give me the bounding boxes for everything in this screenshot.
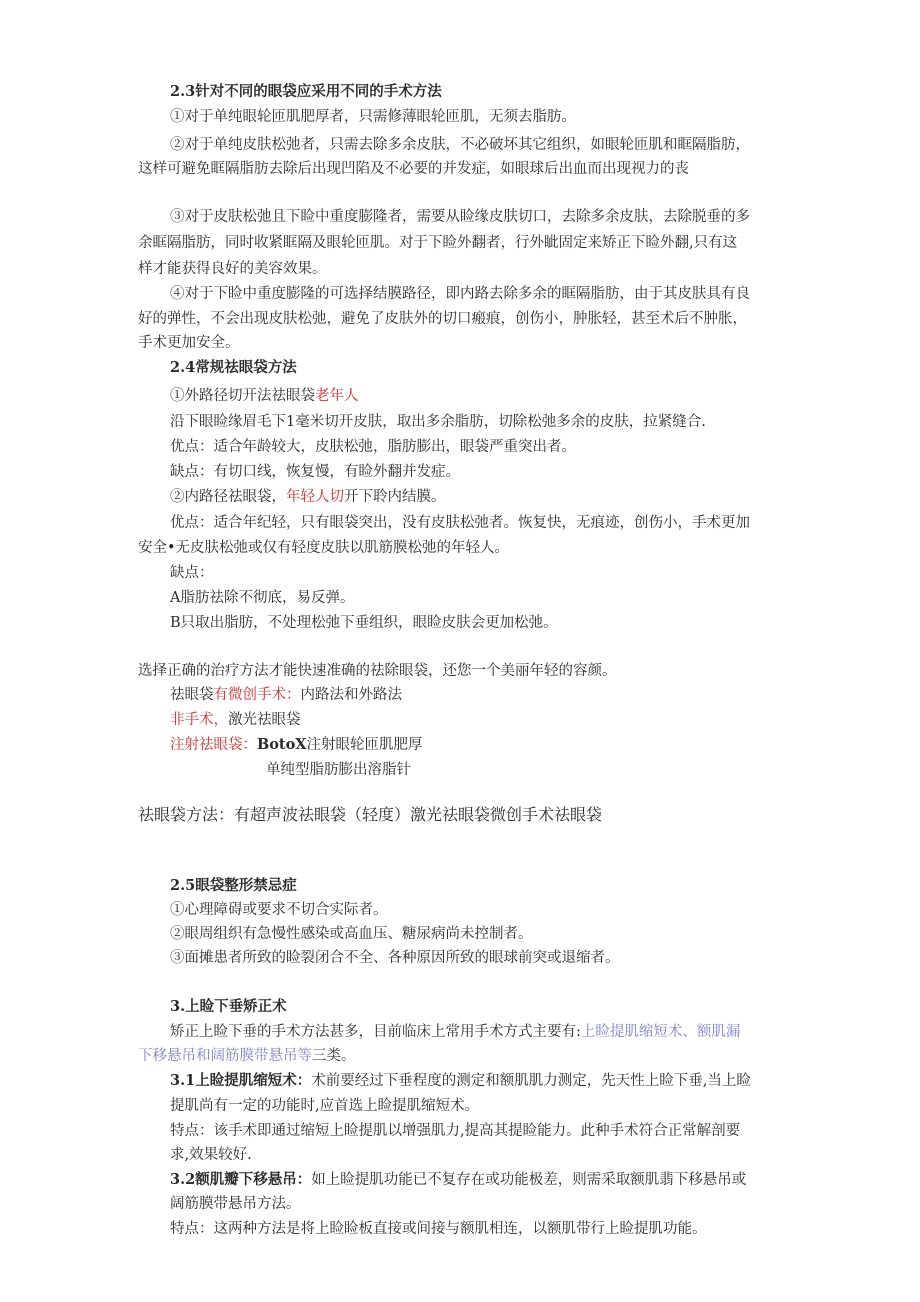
method-1-title-line (170, 386, 359, 406)
paragraph-line: 好的弹性，不会出现皮肤松弛，避免了皮肤外的切口瘢痕，创伤小，肿胀轻，甚至术后不肿胀， (138, 311, 747, 327)
section-3-1-feature-cont: 求,效果较好. (170, 1147, 252, 1163)
option-label-red: 非手术， (170, 712, 228, 728)
section-3-2-cont: 阔筋膜带悬吊方法。 (170, 1196, 301, 1212)
option-label-red: 有微创手术： (213, 687, 301, 703)
paragraph-line: ①对于单纯眼轮匝肌肥厚者，只需修薄眼轮匝肌，无须去脂肪。 (170, 109, 576, 125)
option-detail: 注射眼轮匝肌肥厚 (306, 737, 423, 753)
option-botox: BotoX (257, 736, 307, 753)
option-non-surgical (170, 710, 301, 730)
intro-methods-highlight: 上睑提肌缩短术、额肌漏 (580, 1024, 741, 1040)
method-1-note: 老年人 (315, 388, 359, 404)
method-2-title-line (170, 487, 446, 507)
section-3-2 (170, 1170, 746, 1190)
method-1-description: 沿下眼睑缘眉毛下1毫米切开皮肤，取出多余脂肪，切除松弛多余的皮肤，拉紧缝合. (170, 414, 706, 430)
methods-summary: 祛眼袋方法：有超声波祛眼袋（轻度）激光祛眼袋微创手术祛眼袋 (138, 805, 603, 824)
method-1-cons: 缺点：有切口线，恢复慢，有睑外翻并发症。 (170, 464, 460, 480)
section-heading-3: 3.上睑下垂矫正术 (170, 998, 287, 1015)
section-3-1 (170, 1071, 751, 1091)
method-2-cons-a: A脂肪祛除不彻底，易反弹。 (170, 590, 355, 606)
paragraph-line: ③对于皮肤松弛且下睑中重度膨隆者，需要从睑缘皮肤切口，去除多余皮肤，去除脱垂的多 (170, 209, 750, 225)
method-2-title-tail: 开下聆内结膜。 (344, 489, 446, 505)
section-3-2-text: 如上睑提肌功能已不复存在或功能极差，则需采取额肌翡下移悬吊或 (311, 1172, 747, 1188)
section-3-intro (170, 1022, 740, 1042)
option-label-red: 注射祛眼袋： (170, 737, 257, 753)
method-2-title: ②内路径祛眼袋， (170, 489, 286, 505)
section-3-1-text: 术前要经过下垂程度的测定和额肌肌力测定，先天性上睑下垂,当上睑 (311, 1073, 751, 1089)
contraindication-item: ③面摊患者所致的睑裂闭合不全、各种原因所致的眼球前突或退缩者。 (170, 950, 620, 966)
method-2-pros: 优点：适合年纪轻，只有眼袋突出，没有皮肤松弛者。恢复快，无痕迹，创伤小，手术更加 (170, 515, 750, 531)
section-3-intro-cont (138, 1046, 356, 1066)
paragraph-line: ②对于单纯皮肤松弛者，只需去除多余皮肤，不必破坏其它组织，如眼轮匝肌和眶隔脂肪， (170, 137, 750, 153)
paragraph-line: 手术更加安全。 (138, 335, 240, 351)
section-3-1-cont: 提肌尚有一定的功能时,应首选上睑提肌缩短术。 (170, 1098, 480, 1114)
method-2-pros-cont: 安全•无皮肤松弛或仅有轻度皮肤以肌筋膜松弛的年轻人。 (138, 540, 510, 556)
paragraph-line: 样才能获得良好的美容效果。 (138, 261, 327, 277)
section-3-1-feature: 特点：该手术即通过缩短上睑提肌以增强肌力,提高其提睑能力。此种手术符合正常解剖要 (170, 1123, 741, 1139)
section-3-2-heading: 3.2额肌瓣下移悬吊： (170, 1171, 312, 1188)
option-prefix: 祛眼袋 (170, 687, 214, 703)
section-heading-2-3: 2.3针对不同的眼袋应采用不同的手术方法 (170, 83, 442, 100)
option-minimally-invasive (170, 685, 402, 705)
intro-methods-highlight: 下移悬吊和阔筋膜带悬吊等 (138, 1048, 312, 1064)
contraindication-item: ①心理障碍或要求不切合实际者。 (170, 902, 388, 918)
method-2-cons-label: 缺点： (170, 565, 214, 581)
intro-text: 三类。 (312, 1048, 356, 1064)
method-2-cons-b: B只取出脂肪，不处理松弛下垂组织，眼睑皮肤会更加松弛。 (170, 615, 558, 631)
option-injection (170, 735, 423, 755)
method-1-title: ①外路径切开法祛眼袋 (170, 388, 315, 404)
contraindication-item: ②眼周组织有急慢性感染或高血压、糖尿病尚未控制者。 (170, 926, 533, 942)
option-detail: 激光祛眼袋 (228, 712, 301, 728)
paragraph-line: ④对于下睑中重度膨隆的可选择结膜路径，即内路去除多余的眶隔脂肪，由于其皮肤具有良 (170, 286, 750, 302)
section-heading-2-4: 2.4常规祛眼袋方法 (170, 359, 297, 376)
method-1-pros: 优点：适合年龄较大，皮肤松弛，脂肪膨出，眼袋严重突出者。 (170, 439, 576, 455)
summary-line: 选择正确的治疗方法才能快速准确的祛除眼袋，还您一个美丽年轻的容颜。 (138, 663, 617, 679)
option-injection-cont: 单纯型脂肪膨出溶脂针 (266, 762, 411, 778)
paragraph-line: 余眶隔脂肪，同时收紧眶隔及眼轮匝肌。对于下睑外翻者，行外眦固定来矫正下睑外翻,只有这 (138, 235, 738, 251)
option-detail: 内路法和外路法 (300, 687, 402, 703)
section-heading-2-5: 2.5眼袋整形禁忌症 (170, 877, 297, 894)
intro-text: 矫正上睑下垂的手术方法甚多，目前临床上常用手术方式主要有: (170, 1024, 581, 1040)
section-3-2-feature: 特点：这两种方法是将上睑睑板直接或间接与额肌相连，以额肌带行上睑提肌功能。 (170, 1221, 707, 1237)
method-2-note: 年轻人切 (286, 489, 344, 505)
paragraph-line: 这样可避免眶隔脂肪去除后出现凹陷及不必要的并发症，如眼球后出血而出现视力的丧 (138, 161, 689, 177)
section-3-1-heading: 3.1上睑提肌缩短术： (170, 1072, 312, 1089)
